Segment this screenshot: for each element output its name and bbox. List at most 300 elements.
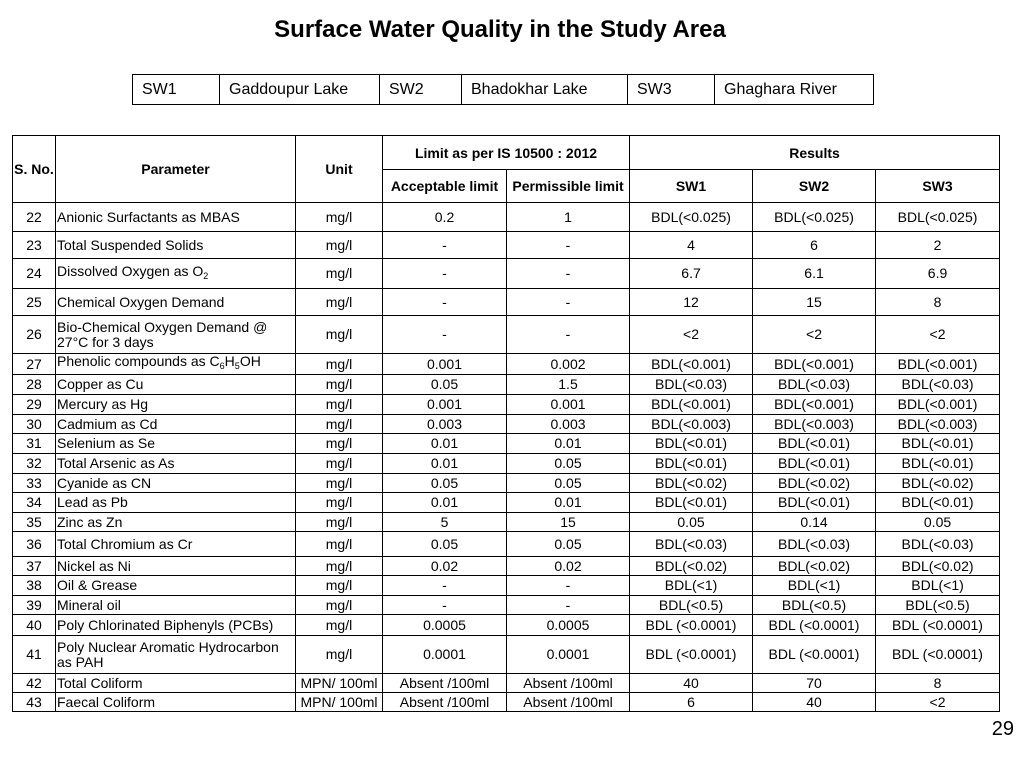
cell-text: BDL (<0.0001): [645, 646, 737, 662]
row-acceptable-limit: [383, 576, 507, 596]
cell-text: 15: [806, 293, 822, 310]
row-sno: [13, 232, 56, 259]
row-acceptable-limit: [383, 615, 507, 636]
cell-text: 0.0001: [546, 646, 590, 662]
row-unit: [296, 316, 383, 354]
cell-text: 27: [26, 355, 42, 372]
row-permissible-limit: [507, 576, 630, 596]
cell-text: 0.05: [430, 376, 459, 392]
row-sw3-result: [876, 354, 1000, 375]
row-parameter: [56, 434, 296, 454]
table-row: [13, 259, 1000, 289]
cell-text: mg/l: [325, 535, 353, 552]
row-sno: [13, 454, 56, 474]
header-sno: S. No.: [13, 136, 56, 203]
row-unit: [296, 232, 383, 259]
header-sw2: SW2: [753, 170, 876, 203]
row-sw2-result: [753, 259, 876, 289]
cell-text: 2: [933, 236, 942, 253]
cell-text: 0.003: [426, 415, 463, 432]
cell-text: 6.9: [927, 265, 948, 281]
cell-text: 0.001: [550, 396, 586, 412]
row-acceptable-limit: [383, 203, 507, 232]
row-sw2-result: [753, 454, 876, 474]
cell-text: 6: [810, 236, 818, 253]
table-row: [13, 557, 1000, 576]
header-row: [13, 136, 1000, 170]
row-parameter: [56, 232, 296, 259]
cell-text: mg/l: [325, 396, 353, 412]
cell-text: BDL(<0.02): [655, 557, 727, 574]
row-permissible-limit: [507, 434, 630, 454]
cell-text: BDL(<0.01): [901, 494, 974, 510]
row-unit: [296, 203, 383, 232]
cell-text: BDL (<0.0001): [892, 616, 983, 633]
cell-text: 34: [26, 494, 42, 510]
cell-text: BDL(<0.5): [658, 596, 724, 613]
row-permissible-limit: [507, 232, 630, 259]
row-acceptable-limit: [383, 395, 507, 415]
cell-text: BDL(<0.001): [774, 396, 854, 412]
cell-text: BDL(<0.01): [778, 435, 850, 451]
header-permissible: Permissible limit: [507, 170, 630, 203]
subscript: 2: [203, 270, 209, 281]
cell-text: 0.0005: [546, 616, 590, 633]
cell-text: 37: [26, 557, 42, 574]
row-sno: [13, 354, 56, 375]
row-sw1-result: [630, 375, 753, 395]
table-row: [13, 316, 1000, 354]
cell-text: 26: [26, 326, 42, 342]
page-number: 29: [991, 718, 1014, 740]
row-parameter: [56, 316, 296, 354]
row-sw1-result: [630, 693, 753, 712]
cell-text: -: [442, 596, 447, 613]
cell-text: mg/l: [325, 265, 353, 281]
cell-text: Selenium as Se: [57, 435, 156, 451]
row-sno: [13, 434, 56, 454]
cell-text: 8: [933, 293, 942, 310]
row-permissible-limit: [507, 557, 630, 576]
cell-text: mg/l: [325, 513, 353, 530]
cell-text: Mineral oil: [57, 596, 121, 613]
cell-text: 0.05: [430, 535, 459, 552]
row-sw2-result: [753, 615, 876, 636]
cell-text: Mercury as Hg: [57, 396, 149, 412]
row-sw1-result: [630, 395, 753, 415]
row-sno: [13, 493, 56, 513]
cell-text: Chemical Oxygen Demand: [57, 293, 225, 310]
table-row: [13, 493, 1000, 513]
header-acceptable: Acceptable limit: [383, 170, 507, 203]
table-row: [13, 596, 1000, 615]
cell-text: Zinc as Zn: [57, 513, 123, 530]
legend-name: Ghaghara River: [715, 75, 874, 105]
row-permissible-limit: [507, 375, 630, 395]
cell-text: BDL (<0.0001): [768, 616, 860, 633]
cell-text: H: [224, 353, 235, 369]
row-sw1-result: [630, 354, 753, 375]
cell-text: Copper as Cu: [57, 376, 144, 392]
water-quality-table: [12, 135, 1000, 712]
cell-text: 0.05: [554, 455, 582, 471]
cell-text: 1.5: [558, 376, 578, 392]
header-parameter: Parameter: [56, 136, 296, 203]
row-sno: [13, 674, 56, 693]
cell-text: MPN/ 100ml: [300, 693, 378, 710]
cell-text: BDL(<1): [787, 577, 841, 593]
row-sno: [13, 415, 56, 434]
cell-text: BDL(<0.01): [655, 494, 727, 510]
cell-text: 6.7: [681, 265, 701, 281]
row-sw1-result: [630, 615, 753, 636]
row-permissible-limit: [507, 354, 630, 375]
cell-text: BDL (<0.0001): [768, 646, 860, 662]
row-sw1-result: [630, 474, 753, 493]
row-parameter: [56, 557, 296, 576]
row-sw3-result: [876, 474, 1000, 493]
row-permissible-limit: [507, 474, 630, 493]
legend-code: SW2: [380, 75, 462, 105]
row-sw2-result: [753, 557, 876, 576]
table-row: [13, 674, 1000, 693]
row-sw1-result: [630, 576, 753, 596]
row-permissible-limit: [507, 493, 630, 513]
cell-text: Bio-Chemical Oxygen Demand @ 27°C for 3 days: [57, 318, 268, 350]
cell-text: mg/l: [325, 326, 353, 342]
row-sw1-result: [630, 596, 753, 615]
row-parameter: [56, 474, 296, 493]
row-parameter: [56, 513, 296, 532]
row-parameter: [56, 493, 296, 513]
cell-text: 40: [26, 616, 42, 633]
table-row: [13, 375, 1000, 395]
row-unit: [296, 415, 383, 434]
header-results-group: Results: [630, 136, 1000, 170]
cell-text: BDL(<0.003): [774, 415, 854, 432]
cell-text: BDL(<0.01): [778, 455, 850, 471]
table-row: [13, 576, 1000, 596]
row-sw3-result: [876, 259, 1000, 289]
cell-text: mg/l: [325, 455, 353, 471]
cell-text: Dissolved Oxygen as O: [57, 262, 204, 279]
row-unit: [296, 615, 383, 636]
row-permissible-limit: [507, 203, 630, 232]
cell-text: MPN/ 100ml: [300, 674, 378, 691]
row-sw2-result: [753, 395, 876, 415]
row-acceptable-limit: [383, 454, 507, 474]
legend-name: Gaddoupur Lake: [220, 75, 380, 105]
cell-text: BDL(<0.5): [781, 596, 847, 613]
row-sw2-result: [753, 415, 876, 434]
row-parameter: [56, 693, 296, 712]
row-sno: [13, 615, 56, 636]
cell-text: -: [442, 265, 447, 281]
cell-text: <2: [683, 326, 699, 342]
row-unit: [296, 513, 383, 532]
cell-text: BDL(<0.02): [655, 474, 727, 491]
cell-text: mg/l: [325, 474, 353, 491]
row-sw2-result: [753, 375, 876, 395]
row-sno: [13, 375, 56, 395]
row-unit: [296, 576, 383, 596]
row-acceptable-limit: [383, 232, 507, 259]
cell-text: 0.14: [800, 513, 828, 530]
table-row: [13, 615, 1000, 636]
row-unit: [296, 532, 383, 557]
row-unit: [296, 354, 383, 375]
cell-text: Absent /100ml: [399, 693, 490, 710]
cell-text: Cyanide as CN: [57, 474, 152, 491]
table-row: [13, 232, 1000, 259]
cell-text: 0.2: [434, 208, 455, 225]
cell-text: 0.05: [923, 513, 952, 530]
cell-text: 0.0001: [423, 646, 466, 662]
cell-text: BDL(<0.02): [901, 557, 974, 574]
cell-text: BDL(<0.01): [901, 435, 974, 451]
row-acceptable-limit: [383, 674, 507, 693]
cell-text: 30: [26, 415, 42, 432]
row-sw3-result: [876, 532, 1000, 557]
cell-text: mg/l: [325, 596, 353, 613]
cell-text: BDL(<0.003): [651, 415, 731, 432]
subscript: 5: [234, 361, 240, 371]
cell-text: -: [442, 577, 447, 593]
cell-text: 0.02: [430, 557, 459, 574]
row-acceptable-limit: [383, 415, 507, 434]
cell-text: 0.003: [550, 415, 586, 432]
table-row: [13, 395, 1000, 415]
row-acceptable-limit: [383, 532, 507, 557]
row-unit: [296, 259, 383, 289]
cell-text: mg/l: [325, 208, 353, 225]
row-parameter: [56, 615, 296, 636]
cell-text: 0.05: [554, 535, 582, 552]
row-permissible-limit: [507, 454, 630, 474]
row-sno: [13, 203, 56, 232]
row-unit: [296, 636, 383, 674]
cell-text: 1: [564, 208, 572, 225]
row-sw1-result: [630, 557, 753, 576]
row-sw2-result: [753, 693, 876, 712]
cell-text: Total Arsenic as As: [57, 455, 175, 471]
cell-text: BDL(<1): [911, 577, 964, 593]
row-permissible-limit: [507, 615, 630, 636]
cell-text: -: [442, 326, 447, 342]
cell-text: 0.001: [426, 396, 463, 412]
row-parameter: [56, 596, 296, 615]
row-acceptable-limit: [383, 354, 507, 375]
cell-text: mg/l: [325, 577, 353, 593]
cell-text: -: [565, 596, 571, 613]
row-parameter: [56, 532, 296, 557]
row-acceptable-limit: [383, 513, 507, 532]
row-acceptable-limit: [383, 434, 507, 454]
row-sw2-result: [753, 354, 876, 375]
cell-text: <2: [806, 326, 822, 342]
row-acceptable-limit: [383, 596, 507, 615]
row-permissible-limit: [507, 596, 630, 615]
row-unit: [296, 395, 383, 415]
table-row: [13, 289, 1000, 316]
cell-text: 33: [26, 474, 42, 491]
cell-text: 39: [26, 596, 42, 613]
cell-text: Faecal Coliform: [57, 693, 156, 710]
cell-text: mg/l: [325, 355, 353, 372]
cell-text: Absent /100ml: [523, 674, 613, 691]
cell-text: 22: [26, 208, 42, 225]
row-sw3-result: [876, 693, 1000, 712]
cell-text: BDL(<0.02): [778, 557, 850, 574]
row-unit: [296, 289, 383, 316]
cell-text: Cadmium as Cd: [57, 415, 158, 432]
cell-text: BDL(<0.01): [655, 435, 727, 451]
cell-text: BDL(<1): [664, 577, 718, 593]
cell-text: 0.05: [677, 513, 705, 530]
row-sw1-result: [630, 454, 753, 474]
row-sw3-result: [876, 289, 1000, 316]
row-parameter: [56, 259, 296, 289]
cell-text: 24: [26, 265, 42, 281]
cell-text: mg/l: [325, 646, 353, 662]
cell-text: BDL(<0.001): [651, 355, 731, 372]
row-sw2-result: [753, 203, 876, 232]
row-acceptable-limit: [383, 375, 507, 395]
cell-text: OH: [239, 353, 261, 369]
cell-text: 0.002: [550, 355, 586, 372]
cell-text: Absent /100ml: [523, 693, 613, 710]
row-sw3-result: [876, 636, 1000, 674]
cell-text: <2: [929, 693, 946, 710]
cell-text: 35: [26, 513, 42, 530]
table-row: [13, 415, 1000, 434]
row-sw1-result: [630, 532, 753, 557]
cell-text: 6.1: [804, 265, 824, 281]
row-sno: [13, 576, 56, 596]
row-sw1-result: [630, 316, 753, 354]
row-sw3-result: [876, 674, 1000, 693]
cell-text: BDL(<0.03): [655, 376, 727, 392]
row-sw3-result: [876, 375, 1000, 395]
cell-text: BDL(<0.03): [901, 535, 974, 552]
row-sno: [13, 693, 56, 712]
cell-text: 0.01: [430, 435, 459, 451]
legend-code: SW1: [133, 75, 220, 105]
row-acceptable-limit: [383, 474, 507, 493]
row-unit: [296, 557, 383, 576]
table-row: [13, 203, 1000, 232]
row-permissible-limit: [507, 674, 630, 693]
row-permissible-limit: [507, 693, 630, 712]
row-acceptable-limit: [383, 636, 507, 674]
row-sw2-result: [753, 636, 876, 674]
cell-text: BDL (<0.0001): [892, 646, 983, 662]
cell-text: Total Suspended Solids: [57, 236, 204, 253]
row-sw1-result: [630, 513, 753, 532]
page-title: Surface Water Quality in the Study Area: [274, 16, 726, 43]
row-parameter: [56, 354, 296, 375]
row-sw2-result: [753, 474, 876, 493]
table-row: [13, 532, 1000, 557]
cell-text: BDL(<0.001): [774, 355, 854, 372]
row-sw2-result: [753, 434, 876, 454]
cell-text: 0.01: [430, 494, 459, 510]
table-row: [13, 434, 1000, 454]
cell-text: 41: [26, 646, 42, 662]
row-parameter: [56, 203, 296, 232]
cell-text: Total Chromium as Cr: [57, 535, 193, 552]
cell-text: 4: [687, 236, 695, 253]
cell-text: 25: [26, 293, 42, 310]
row-unit: [296, 674, 383, 693]
row-sw1-result: [630, 203, 753, 232]
row-sw3-result: [876, 596, 1000, 615]
legend-code: SW3: [628, 75, 715, 105]
row-sw1-result: [630, 259, 753, 289]
row-sno: [13, 474, 56, 493]
cell-text: mg/l: [325, 616, 353, 633]
row-sw3-result: [876, 232, 1000, 259]
row-acceptable-limit: [383, 316, 507, 354]
cell-text: 29: [26, 396, 42, 412]
cell-text: 36: [26, 535, 42, 552]
row-sw2-result: [753, 513, 876, 532]
row-sw3-result: [876, 513, 1000, 532]
row-sno: [13, 316, 56, 354]
row-unit: [296, 693, 383, 712]
cell-text: 0.01: [554, 435, 582, 451]
cell-text: BDL(<0.01): [901, 455, 974, 471]
row-sw3-result: [876, 415, 1000, 434]
row-sw3-result: [876, 316, 1000, 354]
row-sw1-result: [630, 289, 753, 316]
legend-row: [133, 75, 874, 105]
row-permissible-limit: [507, 289, 630, 316]
cell-text: BDL(<0.025): [774, 208, 854, 225]
cell-text: Phenolic compounds as C: [57, 353, 220, 369]
cell-text: BDL(<0.03): [901, 376, 974, 392]
table-row: [13, 354, 1000, 375]
cell-text: 70: [806, 674, 822, 691]
cell-text: mg/l: [325, 415, 353, 432]
cell-text: 6: [687, 693, 695, 710]
cell-text: mg/l: [325, 376, 353, 392]
cell-text: 40: [683, 674, 699, 691]
cell-text: BDL(<0.025): [897, 208, 978, 225]
cell-text: mg/l: [325, 557, 353, 574]
cell-text: 43: [26, 693, 42, 710]
cell-text: -: [442, 293, 447, 310]
cell-text: -: [565, 577, 571, 593]
row-sw2-result: [753, 493, 876, 513]
cell-text: Oil & Grease: [57, 577, 138, 593]
row-sw2-result: [753, 576, 876, 596]
row-permissible-limit: [507, 316, 630, 354]
sample-legend-table: [132, 74, 874, 105]
cell-text: BDL(<0.001): [897, 355, 978, 372]
cell-text: 42: [26, 674, 42, 691]
cell-text: BDL(<0.001): [897, 396, 978, 412]
row-permissible-limit: [507, 395, 630, 415]
row-parameter: [56, 289, 296, 316]
cell-text: 0.001: [426, 355, 463, 372]
cell-text: 28: [26, 376, 42, 392]
header-sw3: SW3: [876, 170, 1000, 203]
row-parameter: [56, 415, 296, 434]
row-sno: [13, 557, 56, 576]
cell-text: 0.0005: [423, 616, 466, 633]
cell-text: mg/l: [325, 236, 353, 253]
